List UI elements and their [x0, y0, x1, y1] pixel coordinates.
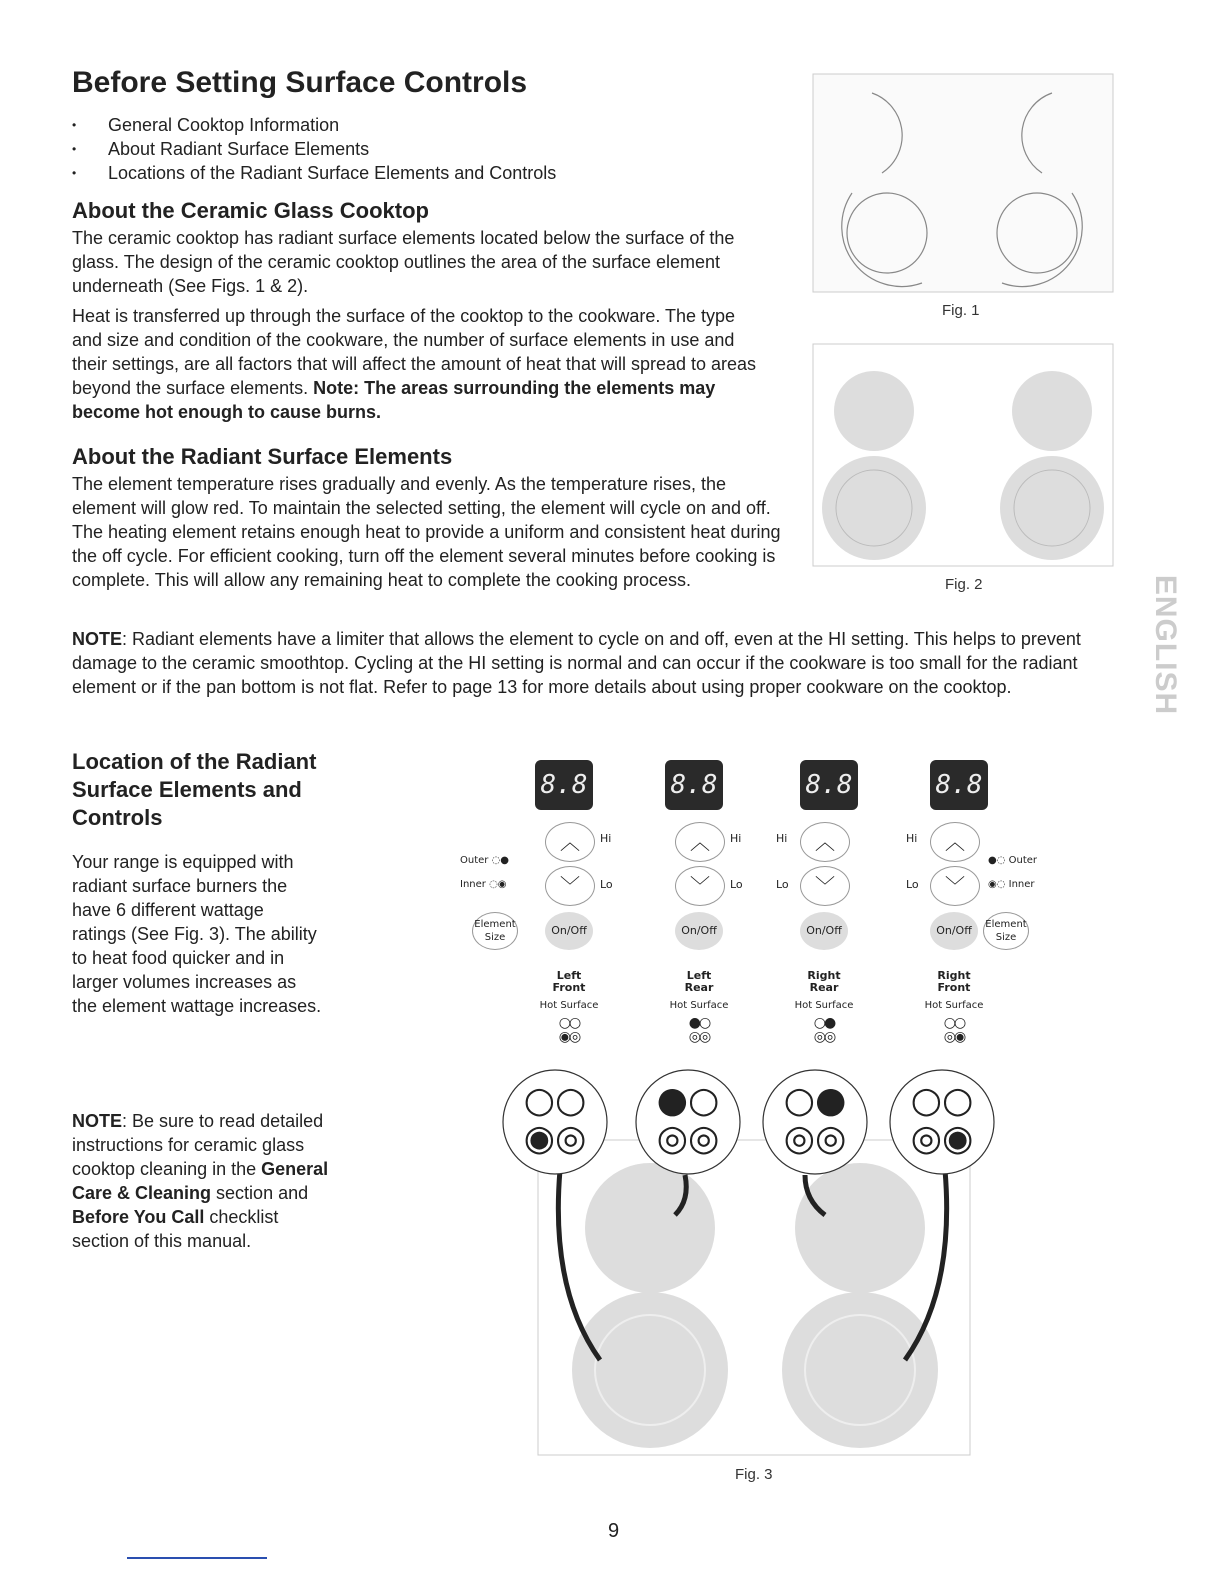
up-button[interactable]	[800, 822, 850, 862]
svg-text:○○: ○○	[910, 1080, 974, 1121]
paragraph: Heat is transferred up through the surface of the cooktop to the cookware. The type and size and condition of the cookware, the number of surface elements in use and their settings, are all factors that will affect the amount of heat that will spread to areas beyond the surface elements. Note: The areas surrounding the elements may become hot enough to cause burns.	[72, 306, 757, 422]
paragraph: The ceramic cooktop has radiant surface elements located below the surface of the glass. The design of the ceramic cooktop outlines the area of the surface element underneath (See Figs. 1 & 2).	[72, 228, 735, 296]
hot-surface-indicator: ○● ◎◎	[813, 1015, 835, 1045]
hot-surface-indicator: ○○ ◉◎	[558, 1015, 580, 1045]
list-item: • General Cooktop Information	[72, 113, 556, 137]
outer-indicator: Outer ◌●	[460, 855, 510, 866]
down-button[interactable]	[545, 866, 595, 906]
up-button[interactable]	[545, 822, 595, 862]
paragraph: Your range is equipped with radiant surface burners the have 6 different wattage ratings (See Fig. 3). The ability to heat food quicker and in larger volumes increases as the element wattage increases.	[72, 852, 322, 1016]
down-button[interactable]	[800, 866, 850, 906]
lo-label: Lo	[776, 878, 789, 891]
hot-surface-indicator: ●○ ◎◎	[688, 1015, 710, 1045]
page-title: Before Setting Surface Controls	[72, 66, 528, 99]
chevron-up-icon: ︿	[690, 830, 710, 854]
up-button[interactable]	[675, 822, 725, 862]
position-label: Right Rear	[807, 969, 841, 994]
hot-surface-label: Hot Surface	[794, 1000, 854, 1011]
chevron-down-icon: ﹀	[815, 874, 835, 898]
on-off-button[interactable]: On/Off	[800, 912, 848, 950]
display: 8.8	[930, 760, 988, 810]
english-side-tab: ENGLISH	[1149, 574, 1183, 716]
hot-surface-label: Hot Surface	[539, 1000, 599, 1011]
list-item: • About Radiant Surface Elements	[72, 137, 556, 161]
fig1-caption: Fig. 1	[942, 302, 980, 319]
position-label: Left Rear	[684, 969, 714, 994]
hot-surface-label: Hot Surface	[669, 1000, 729, 1011]
inner-indicator: Inner ◌◉	[460, 879, 507, 890]
topic-list	[72, 113, 556, 185]
fig3-cooktop-diagram	[500, 1060, 1010, 1460]
svg-text:○○: ○○	[523, 1080, 587, 1121]
display: 8.8	[665, 760, 723, 810]
hi-label: Hi	[600, 832, 612, 845]
inner-indicator: ◉◌ Inner	[988, 879, 1035, 890]
up-button[interactable]	[930, 822, 980, 862]
lo-label: Lo	[906, 878, 919, 891]
on-off-button[interactable]: On/Off	[675, 912, 723, 950]
paragraph: The element temperature rises gradually and evenly. As the temperature rises, the element will glow red. To maintain the selected setting, the element will cycle on and off. The heating element retains enough heat to provide a uniform and consistent heat during the off cycle. For efficient cooking, turn off the element several minutes before cooking is complete. This will allow any remaining heat to complete the cooking process.	[72, 474, 781, 590]
down-button[interactable]	[930, 866, 980, 906]
hi-label: Hi	[776, 832, 788, 845]
hot-surface-label: Hot Surface	[924, 1000, 984, 1011]
svg-text:◎◎: ◎◎	[656, 1118, 720, 1159]
hi-label: Hi	[730, 832, 742, 845]
position-label: Left Front	[552, 969, 586, 994]
element-size-button[interactable]: Element Size	[983, 912, 1029, 950]
position-label: Right Front	[937, 969, 971, 994]
display: 8.8	[800, 760, 858, 810]
lo-label: Lo	[600, 878, 613, 891]
control-column	[888, 760, 1068, 1060]
hi-label: Hi	[906, 832, 918, 845]
hot-surface-indicator: ○○ ◎◉	[943, 1015, 965, 1045]
ceramic-section	[72, 198, 772, 424]
fig1-cooktop-outline	[812, 73, 1114, 295]
on-off-button[interactable]: On/Off	[545, 912, 593, 950]
svg-text:◎◎: ◎◎	[783, 1118, 847, 1159]
fig2-cooktop-elements	[812, 343, 1114, 569]
footer-rule	[127, 1557, 267, 1559]
chevron-up-icon: ︿	[815, 830, 835, 854]
svg-text:◎◉: ◎◉	[910, 1118, 974, 1159]
section-heading: About the Radiant Surface Elements	[72, 444, 453, 469]
lo-label: Lo	[730, 878, 743, 891]
cleaning-note: NOTE: Be sure to read detailed instructions for ceramic glass cooktop cleaning in the General Care & Cleaning section and Before You Call checklist section of this manual.	[72, 1111, 329, 1251]
radiant-section	[72, 444, 787, 592]
note-paragraph: NOTE: Radiant elements have a limiter that allows the element to cycle on and off, even at the HI setting. This helps to prevent damage to the ceramic smoothtop. Cycling at the HI setting is normal and can occur if the cookware is too small for the radiant element or if the pan bottom is not flat. Refer to page 13 for more details about using proper cookware on the cooktop.	[72, 629, 1081, 697]
chevron-up-icon: ︿	[560, 830, 580, 854]
svg-text:◉◎: ◉◎	[523, 1118, 587, 1159]
svg-text:○●: ○●	[783, 1080, 847, 1121]
display: 8.8	[535, 760, 593, 810]
on-off-button[interactable]: On/Off	[930, 912, 978, 950]
list-item: • Locations of the Radiant Surface Elements and Controls	[72, 161, 556, 185]
location-section	[72, 748, 352, 1018]
chevron-down-icon: ﹀	[945, 874, 965, 898]
svg-text:●○: ●○	[656, 1080, 720, 1121]
section-heading: Location of the Radiant Surface Elements and Controls	[72, 749, 317, 830]
down-button[interactable]	[675, 866, 725, 906]
chevron-up-icon: ︿	[945, 830, 965, 854]
section-heading: About the Ceramic Glass Cooktop	[72, 198, 429, 223]
outer-indicator: ●◌ Outer	[988, 855, 1038, 866]
fig3-caption: Fig. 3	[735, 1466, 773, 1483]
chevron-down-icon: ﹀	[690, 874, 710, 898]
page-number: 9	[608, 1520, 620, 1542]
element-size-button[interactable]: Element Size	[472, 912, 518, 950]
fig2-caption: Fig. 2	[945, 576, 983, 593]
chevron-down-icon: ﹀	[560, 874, 580, 898]
